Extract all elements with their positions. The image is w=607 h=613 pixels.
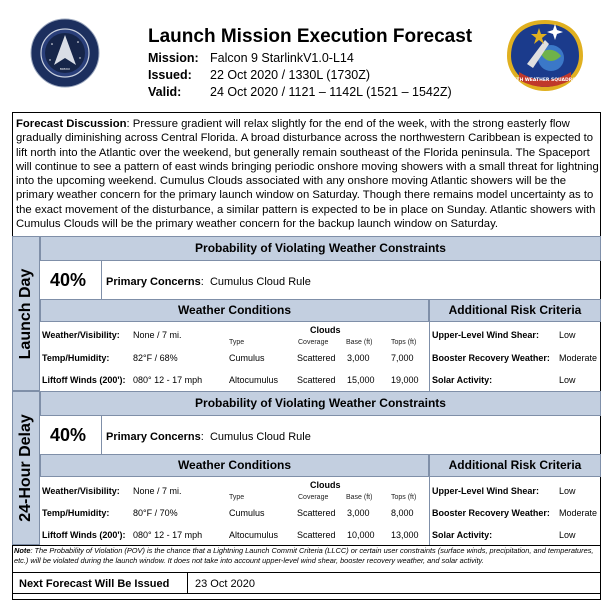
risk-value: Moderate [559, 353, 598, 363]
wx-value: 080° 12 - 17 mph [133, 530, 203, 540]
valid-row [148, 85, 452, 99]
pov-header-delay: Probability of Violating Weather Constraints [40, 391, 601, 416]
discussion-text: : Pressure gradient will relax slightly for the end of the week, with the strong easterly flow gradually diminishing across Central Florida. A broad disturbance across the northwestern Caribbean is expected to lift north into the Atlantic over the weekend, but generally remain southeast of the Florida peninsula. The Spaceport will continue to see a pattern of east winds bringing periodic onshore moving showers with a small threat for lightning into the upcoming weekend. Cumulus Clouds associated with any onshore moving Atlantic showers will be the primary weather concern for the primary launch window on Saturday. Though there remains model uncertainty as to the exact movement of the disturbance, a similar pattern is expected to be in place on Sunday. Atlantic showers with Cumulus Clouds will be the primary weather concern for the backup launch window on Saturday. [16, 118, 599, 231]
cloud-tops: 19,000 [391, 375, 419, 385]
issued-row [148, 68, 370, 82]
cloud-type: Altocumulus [229, 375, 279, 385]
clouds-title: Clouds [310, 480, 341, 490]
clouds-col-type: Type [229, 494, 245, 501]
primary-concerns-launch-day: Primary Concerns: Cumulus Cloud Rule [106, 276, 311, 288]
delay-side-label: 24-Hour Delay [12, 391, 40, 545]
clouds-col-type: Type [229, 339, 245, 346]
risk-value: Low [559, 375, 576, 385]
cloud-base: 15,000 [347, 375, 375, 385]
pov-note [14, 546, 602, 565]
next-forecast-row [12, 572, 601, 594]
wx-value: 80°F / 70% [133, 508, 178, 518]
valid-label: Valid: [148, 85, 182, 99]
svg-text:MMXIX: MMXIX [59, 67, 71, 71]
wx-value: None / 7 mi. [133, 486, 182, 496]
wx-value: 82°F / 68% [133, 353, 178, 363]
divider [187, 573, 188, 593]
risk-criteria-header-launch-day: Additional Risk Criteria [429, 299, 601, 322]
clouds-col-tops: Tops (ft) [391, 339, 417, 346]
cloud-tops: 7,000 [391, 353, 414, 363]
weather-squadron-emblem-icon [505, 18, 585, 93]
wx-value: None / 7 mi. [133, 330, 182, 340]
discussion-label: Forecast Discussion [16, 118, 127, 130]
next-forecast-label: Next Forecast Will Be Issued [19, 578, 170, 590]
divider [429, 477, 430, 545]
next-forecast-value: 23 Oct 2020 [195, 578, 255, 590]
wx-label: Temp/Humidity: [42, 353, 110, 363]
risk-label: Booster Recovery Weather: [432, 353, 550, 363]
cloud-type: Altocumulus [229, 530, 279, 540]
page-title: Launch Mission Execution Forecast [148, 26, 473, 47]
clouds-col-base: Base (ft) [346, 339, 373, 346]
cloud-tops: 13,000 [391, 530, 419, 540]
mission-label: Mission: [148, 51, 199, 65]
cloud-base: 10,000 [347, 530, 375, 540]
cloud-coverage: Scattered [297, 353, 336, 363]
clouds-col-coverage: Coverage [298, 494, 329, 501]
wx-label: Liftoff Winds (200'): [42, 530, 126, 540]
risk-label: Solar Activity: [432, 530, 493, 540]
risk-criteria-header-delay: Additional Risk Criteria [429, 454, 601, 477]
wx-label: Weather/Visibility: [42, 486, 120, 496]
weather-conditions-header-launch-day: Weather Conditions [40, 299, 429, 322]
wx-label: Liftoff Winds (200'): [42, 375, 126, 385]
clouds-col-base: Base (ft) [346, 494, 373, 501]
clouds-col-coverage: Coverage [298, 339, 329, 346]
note-text: : The Probability of Violation (POV) is the chance that a Lightning Launch Commit Criteria (LLCC) or certain user constraints (surface winds, precipitation, and temperatures, etc.) will be violated during the launch window. It does not take into account upper-level wind shear, booster recovery weather, and solar activity. [14, 546, 594, 565]
risk-label: Upper-Level Wind Shear: [432, 330, 539, 340]
mission-value: Falcon 9 StarlinkV1.0-L14 [210, 51, 354, 65]
wx-label: Temp/Humidity: [42, 508, 110, 518]
forecast-discussion [16, 117, 599, 231]
header [0, 0, 607, 112]
risk-label: Solar Activity: [432, 375, 493, 385]
launch-day-side-label: Launch Day [12, 236, 40, 391]
cloud-tops: 8,000 [391, 508, 414, 518]
valid-value: 24 Oct 2020 / 1121 – 1142L (1521 – 1542Z) [210, 85, 452, 99]
risk-value: Low [559, 530, 576, 540]
wx-value: 080° 12 - 17 mph [133, 375, 203, 385]
wx-label: Weather/Visibility: [42, 330, 120, 340]
primary-concerns-delay: Primary Concerns: Cumulus Cloud Rule [106, 431, 311, 443]
mission-row [148, 51, 354, 65]
divider [101, 261, 102, 299]
issued-label: Issued: [148, 68, 192, 82]
risk-value: Low [559, 330, 576, 340]
cloud-coverage: Scattered [297, 375, 336, 385]
clouds-col-tops: Tops (ft) [391, 494, 417, 501]
note-label: Note [14, 546, 31, 555]
risk-label: Upper-Level Wind Shear: [432, 486, 539, 496]
space-force-seal-icon [30, 18, 100, 88]
cloud-coverage: Scattered [297, 530, 336, 540]
cloud-type: Cumulus [229, 353, 265, 363]
pov-value-launch-day: 40% [50, 270, 87, 290]
weather-conditions-header-delay: Weather Conditions [40, 454, 429, 477]
risk-value: Low [559, 486, 576, 496]
cloud-type: Cumulus [229, 508, 265, 518]
cloud-coverage: Scattered [297, 508, 336, 518]
risk-label: Booster Recovery Weather: [432, 508, 550, 518]
divider [101, 416, 102, 454]
pov-value-delay: 40% [50, 425, 87, 445]
svg-text:45TH WEATHER SQUADRON: 45TH WEATHER SQUADRON [510, 78, 580, 83]
cloud-base: 3,000 [347, 508, 370, 518]
issued-value: 22 Oct 2020 / 1330L (1730Z) [210, 68, 371, 82]
cloud-base: 3,000 [347, 353, 370, 363]
pov-header-launch-day: Probability of Violating Weather Constraints [40, 236, 601, 261]
divider [429, 322, 430, 391]
risk-value: Moderate [559, 508, 598, 518]
clouds-title: Clouds [310, 325, 341, 335]
